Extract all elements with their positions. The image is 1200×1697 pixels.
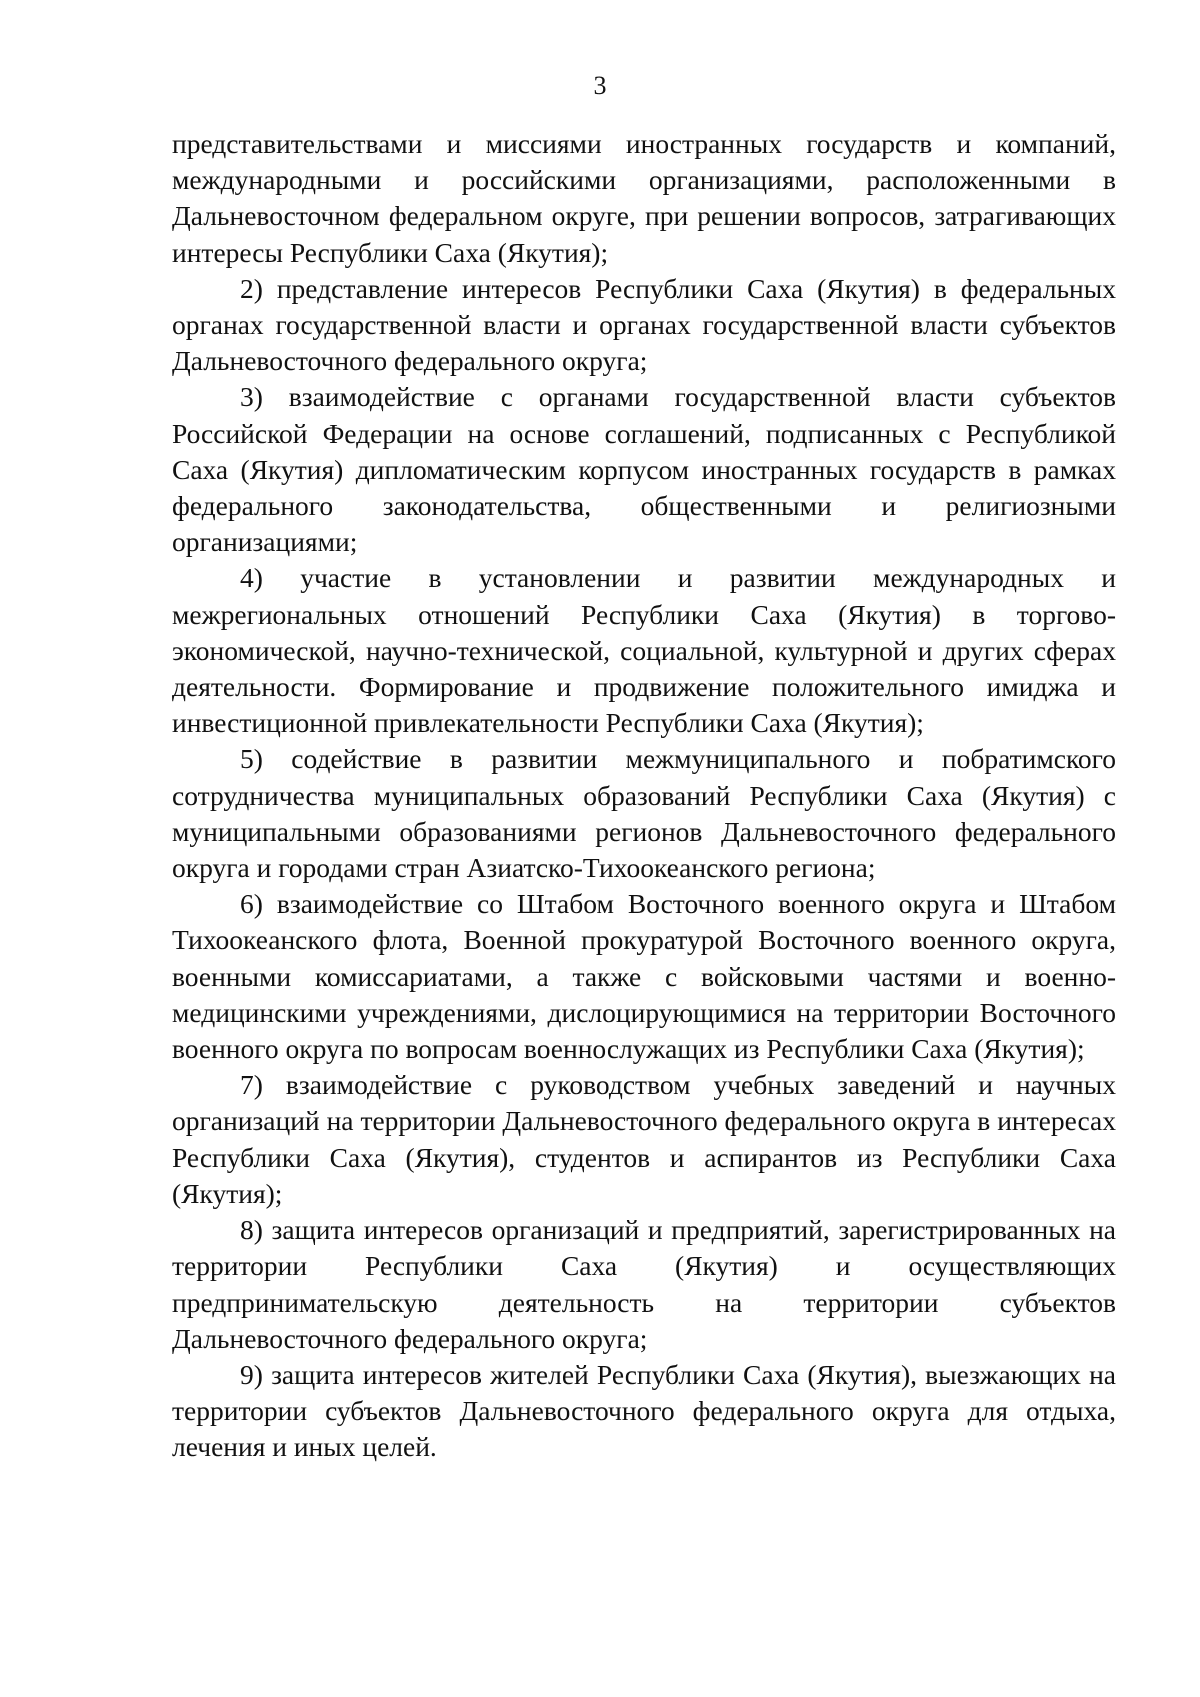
paragraph-item-9: 9) защита интересов жителей Республики Саха (Якутия), выезжающих на территории субъектов Дальневосточного федерального округа для отдыха, лечения и иных целей. <box>172 1358 1116 1463</box>
paragraph-item-5: 5) содействие в развитии межмуниципального и побратимского сотрудничества муниципальных образований Республики Саха (Якутия) с муниципальными образованиями регионов Дальневосточного федерального округа и городами стран Азиатско-Тихоокеанского региона; <box>172 743 1116 884</box>
page-number: 3 <box>593 71 607 100</box>
paragraph-continuation: представительствами и миссиями иностранных государств и компаний, международными и российскими организациями, расположенными в Дальневосточном федеральном округе, при решении вопросов, затрагивающих интересы Республики Саха (Якутия); <box>172 128 1116 268</box>
paragraph-item-7: 7) взаимодействие с руководством учебных заведений и научных организаций на территории Дальневосточного федерального округа в интересах Республики Саха (Якутия), студентов и аспирантов из Республики Саха (Якутия); <box>172 1069 1116 1209</box>
paragraph-item-4: 4) участие в установлении и развитии международных и межрегиональных отношений Республики Саха (Якутия) в торгово-экономической, научно-технической, социальной, культурной и других сферах деятельности. Формирование и продвижение положительного имиджа и инвестиционной привлекательности Республики Саха (Якутия); <box>172 562 1116 739</box>
paragraph-item-6: 6) взаимодействие со Штабом Восточного военного округа и Штабом Тихоокеанского флота, Военной прокуратурой Восточного военного округа, военными комиссариатами, а также с войсковыми частями и военно-медицинскими учреждениями, дислоцирующимися на территории Восточного военного округа по вопросам военнослужащих из Республики Саха (Якутия); <box>172 888 1116 1065</box>
paragraph-item-3: 3) взаимодействие с органами государственной власти субъектов Российской Федерации на основе соглашений, подписанных с Республикой Саха (Якутия) дипломатическим корпусом иностранных государств в рамках федерального законодательства, общественными и религиозными организациями; <box>172 381 1116 558</box>
paragraph-item-2: 2) представление интересов Республики Саха (Якутия) в федеральных органах государственной власти и органах государственной власти субъектов Дальневосточного федерального округа; <box>172 272 1116 377</box>
document-body <box>172 126 1116 1466</box>
paragraph-item-8: 8) защита интересов организаций и предприятий, зарегистрированных на территории Республики Саха (Якутия) и осуществляющих предпринимательскую деятельность на территории субъектов Дальневосточного федерального округа; <box>172 1214 1116 1354</box>
